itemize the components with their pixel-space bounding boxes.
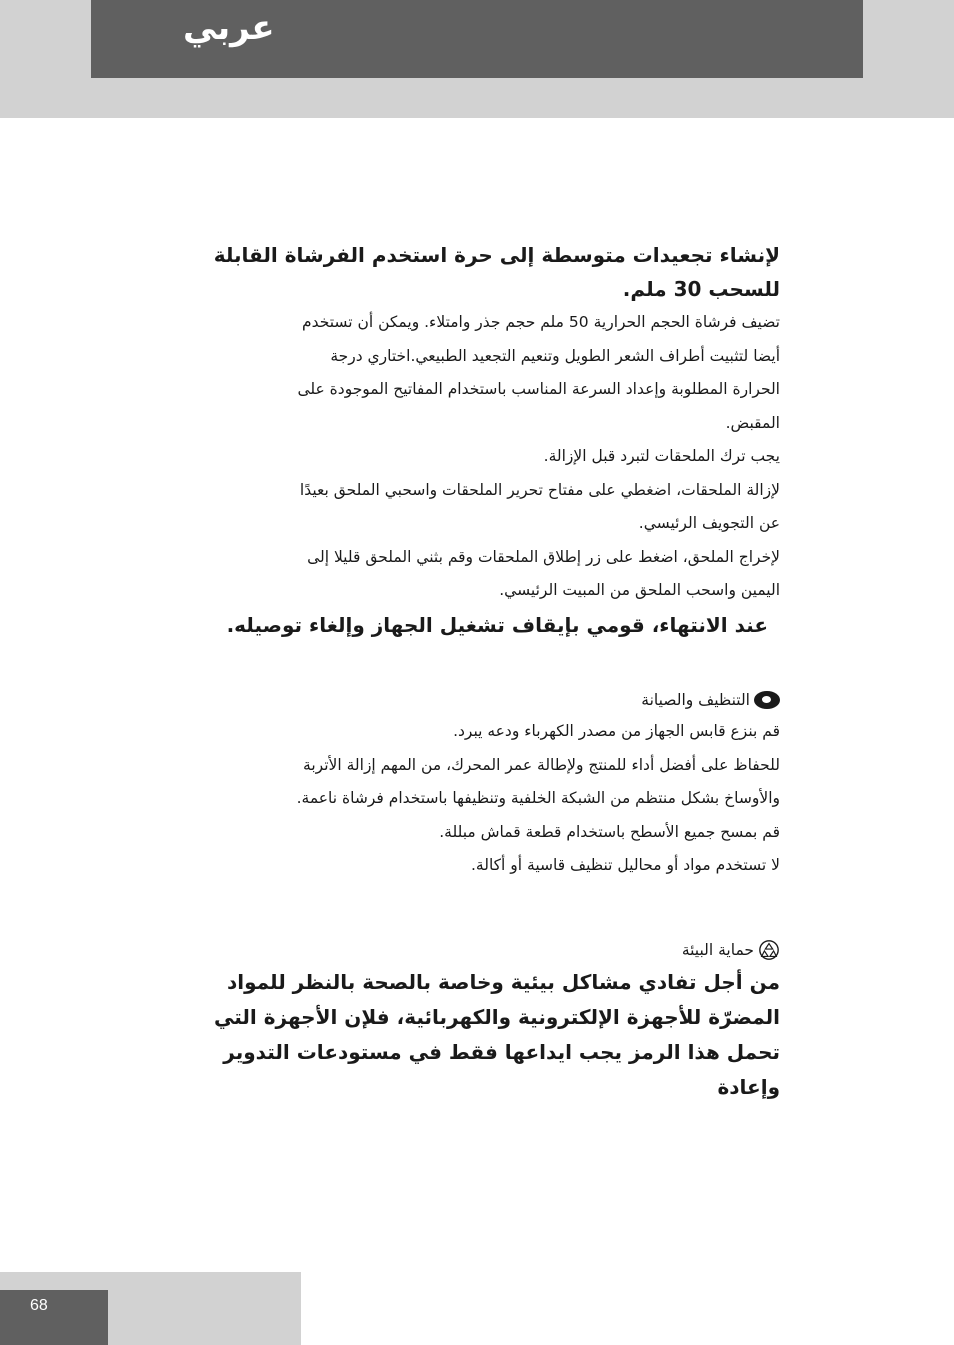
styling-line: يجب ترك الملحقات لتبرد قبل الإزالة. <box>543 447 780 465</box>
styling-heading: لإنشاء تجعيدات متوسطة إلى حرة استخدم الفرشاة القابلة للسحب 30 ملم. <box>213 243 780 301</box>
styling-section <box>190 238 780 643</box>
page-number: 68 <box>30 1297 48 1314</box>
styling-line: لإخراج الملحق، اضغط على زر إطلاق الملحقات وقم بثني الملحق قليلا إلى <box>307 547 780 566</box>
cleaning-line: لا تستخدم مواد أو محاليل تنظيف قاسية أو أكالة. <box>471 856 780 874</box>
styling-line: عن التجويف الرئيسي. <box>638 514 780 532</box>
cleaning-line: قم بمسح جميع الأسطح باستخدام قطعة قماش مبللة. <box>439 822 780 841</box>
styling-line: الحرارة المطلوبة وإعداد السرعة المناسب باستخدام المفاتيح الموجودة على <box>297 380 780 398</box>
styling-line: المقبض. <box>725 413 780 432</box>
cleaning-line: قم بنزع قابس الجهاز من مصدر الكهرباء ودعه يبرد. <box>453 722 780 740</box>
environment-title: حماية البيئة <box>681 941 754 959</box>
cleaning-title-row <box>190 685 780 715</box>
styling-line: أيضا لتثبيت أطراف الشعر الطويل وتنعيم التجعيد الطبيعي.اختاري درجة <box>330 346 780 365</box>
styling-line: اليمين واسحب الملحق من المبيت الرئيسي. <box>499 581 780 599</box>
environment-line: المضرّة للأجهزة الإلكترونية والكهربائية، فلإن الأجهزة التي <box>213 1005 780 1029</box>
page-number-box <box>0 1290 108 1345</box>
environment-title-row <box>190 935 780 965</box>
language-label: عربي <box>183 8 275 48</box>
styling-line: لإزالة الملحقات، اضغطي على مفتاح تحرير الملحقات واسحبي الملحق بعيدًا <box>299 480 780 499</box>
cleaning-title: التنظيف والصيانة <box>641 691 750 709</box>
styling-line: تضيف فرشاة الحجم الحرارية 50 ملم حجم جذر وامتلاء. ويمكن أن تستخدم <box>301 313 780 331</box>
environment-section <box>190 935 780 1105</box>
environment-line: تحمل هذا الرمز يجب ايداعها فقط في مستودعات التدوير وإعادة <box>223 1040 780 1099</box>
eye-icon <box>754 691 780 709</box>
cleaning-line: للحفاظ على أفضل أداء للمنتج ولإطالة عمر المحرك، من المهم إزالة الأتربة <box>303 755 780 774</box>
recycle-icon <box>758 939 780 961</box>
environment-line: من أجل تفادي مشاكل بيئية وخاصة بالصحة بالنظر للمواد <box>226 970 780 994</box>
cleaning-line: والأوساخ بشكل منتظم من الشبكة الخلفية وتنظيفها باستخدام فرشاة ناعمة. <box>296 789 780 807</box>
cleaning-section <box>190 685 780 883</box>
styling-closing: عند الانتهاء، قومي بإيقاف تشغيل الجهاز وإلغاء توصيله. <box>226 612 768 637</box>
